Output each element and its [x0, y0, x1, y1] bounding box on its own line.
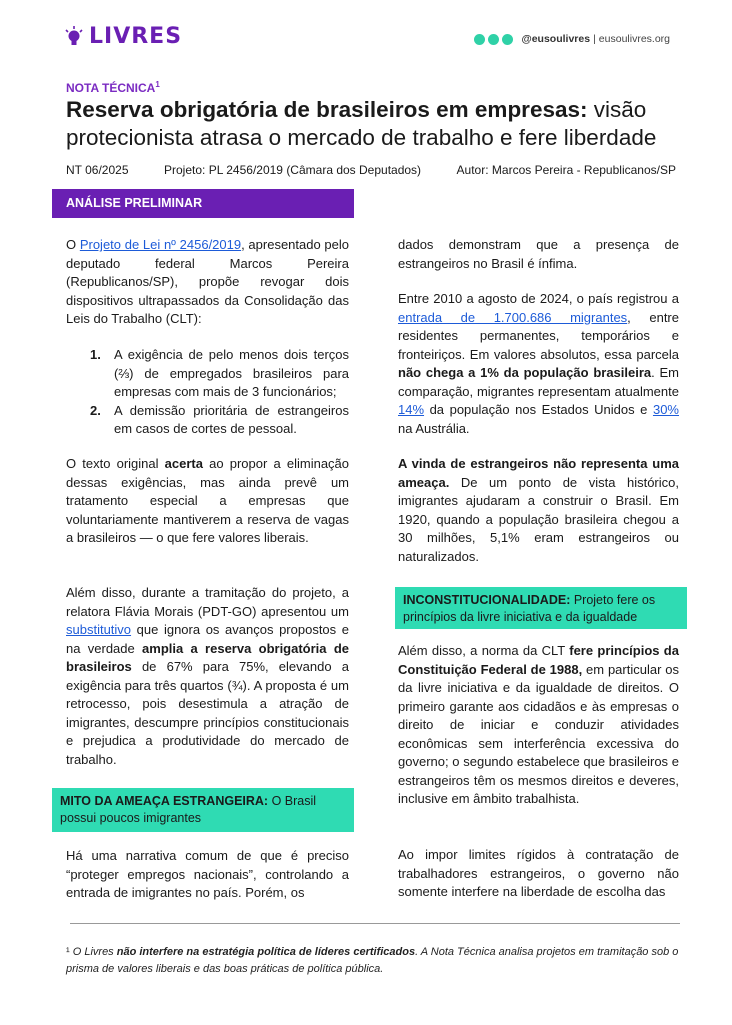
list-item: 1. A exigência de pelo menos dois terços (⅔) de empregados brasileiros para empresas com mais de 3 funcionários;: [90, 347, 349, 399]
social-links: [474, 33, 670, 45]
callout-inconstitucionalidade: INCONSTITUCIONALIDADE: Projeto fere os princípios da livre iniciativa e da igualdade: [395, 587, 687, 629]
left-paragraph-1: O Projeto de Lei nº 2456/2019, apresentado pelo deputado federal Marcos Pereira (Republicanos/SP), propõe revogar dois dispositivos ultrapassados da Consolidação das Leis do Trabalho (CLT):: [66, 237, 350, 326]
twitter-icon[interactable]: [502, 34, 513, 45]
website-link[interactable]: eusoulivres.org: [598, 33, 670, 45]
left-paragraph-3: Além disso, durante a tramitação do projeto, a relatora Flávia Morais (PDT-GO) apresentou um substitutivo que ignora os avanços propostos e na verdade amplia a reserva obrigatória de brasileiros de 67% para 75%, elevando a exigência para três quartos (¾). A proposta é um retrocesso, pois desestimula a atração de imigrantes, descumpre princípios constitucionais e prejudica a produtividade do mercado de trabalho.: [66, 585, 349, 767]
lightbulb-icon: [65, 26, 83, 48]
callout-mito: MITO DA AMEAÇA ESTRANGEIRA: O Brasil possui poucos imigrantes: [52, 788, 354, 832]
social-handle[interactable]: @eusoulivres: [521, 33, 591, 45]
doc-meta: [66, 163, 676, 177]
logo-text: LIVRES: [89, 24, 183, 49]
footnote: ¹ O Livres não interfere na estratégia política de líderes certificados. A Nota Técnica analisa projetos em tramitação sob o prisma de valores liberais e das boas práticas de política pública.: [66, 946, 679, 975]
pl-link[interactable]: Projeto de Lei nº 2456/2019: [79, 237, 242, 252]
right-paragraph-3: A vinda de estrangeiros não representa uma ameaça. De um ponto de vista histórico, imigrantes ajudaram a construir o Brasil. Em 1920, quando a população brasileira chegou a 30 milhões, 5,1% eram estrangeiros ou naturalizados.: [398, 456, 679, 564]
nt-number: NT 06/2025: [66, 163, 129, 177]
kicker: NOTA TÉCNICA$^1$: [66, 80, 160, 95]
section-header-analise: ANÁLISE PRELIMINAR: [52, 189, 354, 218]
right-paragraph-1: dados demonstram que a presença de estrangeiros no Brasil é ínfima.: [398, 237, 679, 271]
right-paragraph-2: Entre 2010 a agosto de 2024, o país registrou a entrada de 1.700.686 migrantes, entre residentes permanentes, temporários e fronteiriços. Em valores absolutos, essa parcela não chega a 1% da população brasileira. Em comparação, migrantes representam atualmente 14% da população nos Estados Unidos e 30% na Austrália.: [398, 291, 679, 436]
footnote-ref[interactable]: 1: [155, 80, 160, 89]
instagram-icon[interactable]: [474, 34, 485, 45]
proposal-list: [90, 346, 349, 439]
usa-link[interactable]: 14%: [398, 402, 425, 417]
left-paragraph-4: Há uma narrativa comum de que é preciso “proteger empregos nacionais”, controlando a entrada de imigrantes no país. Porém, os: [66, 848, 349, 900]
list-item: 2. A demissão prioritária de estrangeiros em casos de cortes de pessoal.: [90, 402, 349, 436]
australia-link[interactable]: 30%: [652, 402, 679, 417]
brand-logo: [65, 24, 182, 49]
project-ref: Projeto: PL 2456/2019 (Câmara dos Deputados): [164, 163, 422, 177]
left-paragraph-2: O texto original acerta ao propor a eliminação dessas exigências, mas ainda prevê um tratamento especial a empresas que voluntariamente mantiverem a reserva de vagas a brasileiros — o que fere valores liberais.: [66, 456, 350, 545]
facebook-icon[interactable]: [488, 34, 499, 45]
page-title: Reserva obrigatória de brasileiros em empresas: visão protecionista atrasa o mercado de trabalho e fere liberdade: [66, 97, 657, 150]
footnote-divider: [70, 923, 680, 924]
substitutivo-link[interactable]: substitutivo: [66, 622, 132, 637]
author: Autor: Marcos Pereira - Republicanos/SP: [456, 163, 676, 177]
right-paragraph-5: Ao impor limites rígidos à contratação de trabalhadores estrangeiros, o governo não somente interfere na liberdade de escolha das: [398, 847, 679, 899]
right-paragraph-4: Além disso, a norma da CLT fere princípios da Constituição Federal de 1988, em particular os da livre iniciativa e da igualdade de direitos. O primeiro garante aos cidadãos e às empresas o direito de iniciar e conduzir atividades econômicas sem interferência excessiva do governo; o segundo estabelece que brasileiros e estrangeiros têm os mesmos direitos e deveres, inclusive em âmbito trabalhista.: [398, 643, 679, 806]
migrantes-link[interactable]: entrada de 1.700.686 migrantes: [398, 309, 628, 325]
separator: |: [593, 33, 596, 45]
